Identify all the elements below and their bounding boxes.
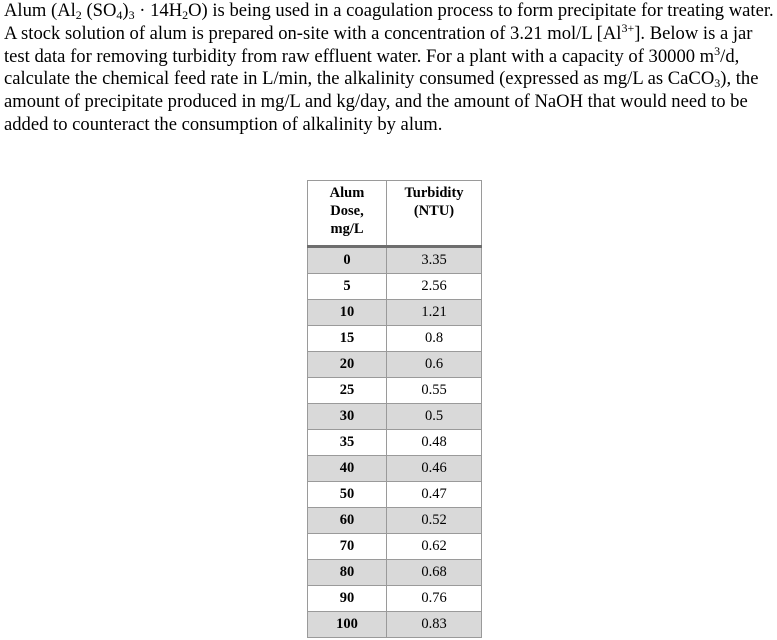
turbidity-cell: 0.62 [387, 534, 482, 560]
alum-dose-cell: 0 [308, 247, 387, 274]
alum-dose-cell: 100 [308, 612, 387, 638]
problem-text: (SO [81, 0, 117, 21]
alum-dose-cell: 80 [308, 560, 387, 586]
turbidity-cell: 0.83 [387, 612, 482, 638]
turbidity-cell: 0.6 [387, 352, 482, 378]
table-row [308, 430, 482, 456]
alum-dose-cell: 20 [308, 352, 387, 378]
turbidity-cell: 0.55 [387, 378, 482, 404]
turbidity-cell: 0.46 [387, 456, 482, 482]
table-row [308, 482, 482, 508]
table-row [308, 508, 482, 534]
turbidity-cell: 0.47 [387, 482, 482, 508]
table-row [308, 586, 482, 612]
table-row [308, 612, 482, 638]
alum-dose-cell: 40 [308, 456, 387, 482]
table-row [308, 534, 482, 560]
alum-dose-cell: 15 [308, 326, 387, 352]
header-line: Alum [329, 185, 365, 201]
turbidity-cell: 3.35 [387, 247, 482, 274]
jar-test-table [307, 180, 482, 638]
superscript: 3 [714, 43, 721, 58]
problem-text: ]. Below is a jar test data for removing turbidity from raw effluent water. For a plant with a capacity of 30000 m [4, 22, 753, 67]
table-header-row [308, 181, 482, 247]
header-line: mg/L [330, 221, 364, 237]
table-body [308, 247, 482, 638]
turbidity-cell: 0.68 [387, 560, 482, 586]
problem-text: ), the amount of precipitate produced in mg/L and kg/day, and the amount of NaOH that would need to be added to counteract the consumption of alkalinity by alum. [4, 68, 759, 135]
problem-text: · 14H [134, 0, 183, 21]
alum-dose-cell: 90 [308, 586, 387, 612]
problem-statement [4, 0, 776, 137]
header-line: (NTU) [413, 203, 455, 219]
subscript: 2 [182, 8, 189, 22]
header-turbidity [387, 181, 482, 247]
header-line: Turbidity [404, 185, 464, 201]
problem-text: /d, calculate the chemical feed rate in L/min, the alkalinity consumed (expressed as mg/L as CaCO [4, 45, 740, 90]
subscript: 3 [714, 76, 721, 91]
table-row [308, 274, 482, 300]
alum-dose-cell: 70 [308, 534, 387, 560]
turbidity-cell: 1.21 [387, 300, 482, 326]
table-row [308, 404, 482, 430]
subscript: 2 [75, 8, 82, 22]
table-row [308, 352, 482, 378]
table-row [308, 326, 482, 352]
superscript: 3+ [621, 20, 635, 35]
turbidity-cell: 0.76 [387, 586, 482, 612]
alum-dose-cell: 25 [308, 378, 387, 404]
turbidity-cell: 0.5 [387, 404, 482, 430]
subscript: 3 [128, 8, 135, 22]
alum-dose-cell: 5 [308, 274, 387, 300]
problem-text: Alum (Al [4, 0, 76, 21]
table-row [308, 378, 482, 404]
turbidity-cell: 2.56 [387, 274, 482, 300]
alum-dose-cell: 10 [308, 300, 387, 326]
table-row [308, 247, 482, 274]
table-row [308, 456, 482, 482]
header-alum-dose [308, 181, 387, 247]
problem-text: ) [122, 0, 129, 21]
alum-dose-cell: 35 [308, 430, 387, 456]
turbidity-cell: 0.48 [387, 430, 482, 456]
turbidity-cell: 0.52 [387, 508, 482, 534]
alum-dose-cell: 50 [308, 482, 387, 508]
alum-dose-cell: 60 [308, 508, 387, 534]
table-row [308, 300, 482, 326]
table-row [308, 560, 482, 586]
header-line: Dose, [330, 203, 364, 219]
turbidity-cell: 0.8 [387, 326, 482, 352]
alum-dose-cell: 30 [308, 404, 387, 430]
subscript: 4 [116, 8, 123, 22]
problem-text: O) is being used in a coagulation process to form precipitate for treating water. A stock solution of alum is prepared on-site with a concentration of 3.21 mol/L [Al [4, 0, 774, 44]
